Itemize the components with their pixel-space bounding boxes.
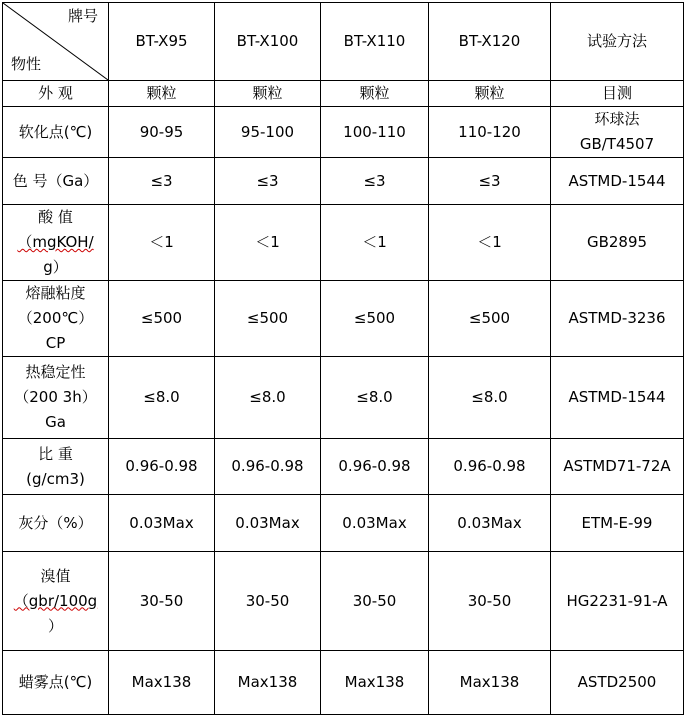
property-label-line: （200℃）	[17, 309, 94, 327]
value-cell: ≤500	[321, 281, 429, 357]
value-cell: 30-50	[215, 552, 321, 651]
row-melt-viscosity	[3, 281, 684, 357]
value-cell: Max138	[429, 651, 551, 715]
value-cell: ≤8.0	[109, 357, 215, 439]
row-color-number	[3, 158, 684, 205]
value-cell: ＜1	[215, 205, 321, 281]
method-cell	[551, 158, 684, 205]
value-cell: 110-120	[429, 107, 551, 158]
method-cell	[551, 107, 684, 158]
method-cell	[551, 495, 684, 552]
value-cell: 30-50	[109, 552, 215, 651]
method-label-line: 环球法	[594, 110, 640, 128]
value-cell: 30-50	[429, 552, 551, 651]
value-cell: 颗粒	[109, 81, 215, 107]
row-appearance	[3, 81, 684, 107]
property-label-line: 比 重	[38, 444, 73, 463]
property-cell	[3, 81, 109, 107]
method-cell	[551, 281, 684, 357]
property-label-line: (g/cm3)	[26, 469, 85, 488]
property-label-line: g）	[43, 258, 68, 276]
property-label-line: （mgKOH/	[17, 233, 94, 251]
value-cell: 95-100	[215, 107, 321, 158]
value-cell: 0.03Max	[215, 495, 321, 552]
value-cell: 0.96-0.98	[109, 439, 215, 495]
method-cell	[551, 205, 684, 281]
row-specific-gravity	[3, 439, 684, 495]
row-acid-value	[3, 205, 684, 281]
method-label-line: HG2231-91-A	[566, 591, 668, 610]
property-label-line: （200 3h）	[14, 388, 97, 406]
property-cell	[3, 281, 109, 357]
value-cell: ≤8.0	[429, 357, 551, 439]
value-cell: Max138	[215, 651, 321, 715]
row-bromine-value	[3, 552, 684, 651]
property-label-line: 溴值	[40, 566, 71, 585]
property-label-line: 软化点(℃)	[18, 122, 93, 141]
value-cell: 100-110	[321, 107, 429, 158]
grade-header-bt-x120: BT-X120	[429, 3, 551, 81]
value-cell: 0.03Max	[429, 495, 551, 552]
property-label-line: 色 号（Ga）	[12, 171, 99, 190]
method-header: 试验方法	[551, 3, 684, 81]
row-thermal-stability	[3, 357, 684, 439]
grade-header-bt-x95: BT-X95	[109, 3, 215, 81]
property-label-line: CP	[45, 334, 66, 352]
property-cell	[3, 651, 109, 715]
value-cell: ＜1	[429, 205, 551, 281]
method-cell	[551, 651, 684, 715]
property-label-line: Ga	[45, 413, 66, 431]
value-cell: ＜1	[109, 205, 215, 281]
property-cell	[3, 357, 109, 439]
row-ash-content	[3, 495, 684, 552]
method-label-line: ASTD2500	[577, 673, 657, 691]
value-cell: 0.96-0.98	[215, 439, 321, 495]
method-label-line: ETM-E-99	[581, 513, 653, 532]
value-cell: 颗粒	[429, 81, 551, 107]
spec-table	[2, 2, 684, 715]
method-label-line: 目测	[601, 84, 632, 102]
grade-header-bt-x110: BT-X110	[321, 3, 429, 81]
value-cell: ≤500	[109, 281, 215, 357]
value-cell: ≤3	[321, 158, 429, 205]
method-cell	[551, 81, 684, 107]
property-label-line: 酸 值	[38, 208, 73, 226]
method-cell	[551, 552, 684, 651]
header-row	[3, 3, 684, 81]
row-softening-point	[3, 107, 684, 158]
method-cell	[551, 439, 684, 495]
method-label-line: GB2895	[586, 233, 648, 251]
property-label-line: 热稳定性	[25, 363, 86, 381]
corner-grade-label: 牌号	[67, 7, 98, 25]
property-cell	[3, 552, 109, 651]
method-label-line: ASTMD-1544	[568, 171, 666, 190]
value-cell: ≤500	[429, 281, 551, 357]
property-label-line: （gbr/100g	[13, 591, 98, 610]
row-cloud-point	[3, 651, 684, 715]
property-cell	[3, 107, 109, 158]
value-cell: ≤500	[215, 281, 321, 357]
value-cell: ≤3	[109, 158, 215, 205]
value-cell: 0.03Max	[321, 495, 429, 552]
value-cell: ≤3	[215, 158, 321, 205]
value-cell: 颗粒	[321, 81, 429, 107]
property-label-line: 熔融粘度	[25, 284, 86, 302]
property-cell	[3, 439, 109, 495]
property-label-line: 外 观	[38, 84, 73, 102]
method-label-line: ASTMD71-72A	[563, 457, 671, 475]
value-cell: 0.96-0.98	[321, 439, 429, 495]
value-cell: 90-95	[109, 107, 215, 158]
value-cell: ≤3	[429, 158, 551, 205]
property-label-line: 蜡雾点(℃)	[18, 673, 93, 691]
method-cell	[551, 357, 684, 439]
value-cell: 30-50	[321, 552, 429, 651]
property-label-line: ）	[47, 616, 63, 635]
corner-property-label: 物性	[11, 55, 42, 73]
method-label-line: ASTMD-3236	[568, 309, 666, 327]
value-cell: 0.96-0.98	[429, 439, 551, 495]
value-cell: Max138	[109, 651, 215, 715]
value-cell: ≤8.0	[321, 357, 429, 439]
property-cell	[3, 205, 109, 281]
corner-header-cell	[3, 3, 109, 81]
method-label-line: ASTMD-1544	[568, 388, 666, 406]
grade-header-bt-x100: BT-X100	[215, 3, 321, 81]
value-cell: ＜1	[321, 205, 429, 281]
value-cell: 颗粒	[215, 81, 321, 107]
method-label-line: GB/T4507	[579, 135, 655, 153]
value-cell: ≤8.0	[215, 357, 321, 439]
property-cell	[3, 495, 109, 552]
value-cell: Max138	[321, 651, 429, 715]
property-cell	[3, 158, 109, 205]
property-label-line: 灰分（%）	[18, 513, 93, 532]
value-cell: 0.03Max	[109, 495, 215, 552]
